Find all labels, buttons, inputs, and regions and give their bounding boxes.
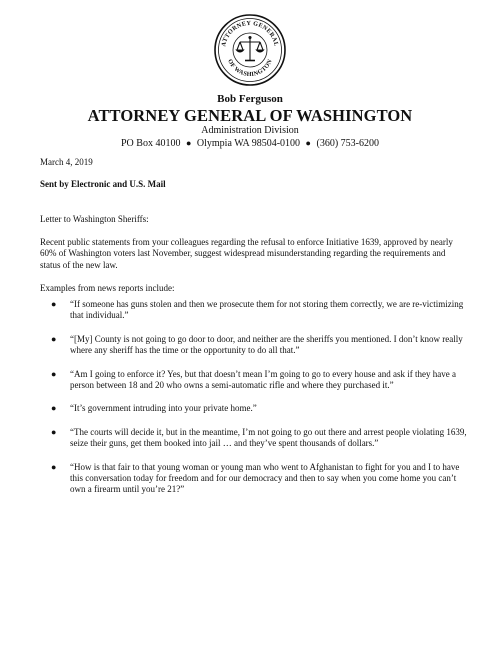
bullet-icon: ● <box>51 368 57 379</box>
office-address <box>0 137 500 150</box>
list-item <box>40 403 468 414</box>
bullet-icon: ● <box>51 426 57 437</box>
bullet-separator-icon: ● <box>185 138 192 148</box>
quote-text: “Am I going to enforce it? Yes, but that doesn’t mean I’m going to go to every house and ask if they have a person between 18 and 20 who owns a semi-automatic rifle and where they purchased it.” <box>70 368 456 391</box>
bullet-icon: ● <box>51 333 57 344</box>
letterhead <box>0 93 500 150</box>
quote-text: “The courts will decide it, but in the meantime, I’m not going to go out there and arrest people violating 1639, seize their guns, get them booked into jail … and they’ve spent thousands of dollars.” <box>70 426 467 449</box>
list-item <box>40 462 468 496</box>
list-item <box>40 427 468 450</box>
phone-number: (360) 753-6200 <box>316 138 379 149</box>
division-name: Administration Division <box>201 125 299 136</box>
bullet-icon: ● <box>51 461 57 472</box>
po-box: PO Box 40100 <box>121 138 181 149</box>
examples-intro: Examples from news reports include: <box>40 283 175 293</box>
scales-of-justice-icon <box>237 37 264 61</box>
seal-graphic <box>213 13 287 87</box>
list-item <box>40 334 468 357</box>
letter-date: March 4, 2019 <box>40 157 93 167</box>
bullet-separator-icon: ● <box>305 138 311 148</box>
quote-text: “[My] County is not going to go door to door, and neither are the sheriffs you mentioned. I don’t know really where any sheriff has the time or the opportunity to do all that.” <box>70 333 463 356</box>
city-zip: Olympia WA 98504-0100 <box>196 138 301 149</box>
attorney-general-name: Bob Ferguson <box>217 93 283 105</box>
salutation: Letter to Washington Sheriffs: <box>40 214 149 224</box>
list-item <box>40 369 468 392</box>
bullet-icon: ● <box>51 299 57 309</box>
delivery-method: Sent by Electronic and U.S. Mail <box>40 179 166 189</box>
quote-text: “It’s government intruding into your private home.” <box>70 403 257 414</box>
quote-list <box>40 299 468 508</box>
quote-text: “If someone has guns stolen and then we prosecute them for not storing them correctly, we are re-victimizing that individual.” <box>70 299 464 321</box>
office-title: ATTORNEY GENERAL OF WASHINGTON <box>87 106 413 125</box>
intro-paragraph: Recent public statements from your colleagues regarding the refusal to enforce Initiative 1639, approved by nearly 60% of Washington voters last November, suggest widespread misunderstanding regarding the requirements and status of the new law. <box>40 237 453 270</box>
bullet-icon: ● <box>51 403 57 414</box>
quote-text: “How is that fair to that young woman or young man who went to Afghanistan to fight for you and I to have this conversation today for freedom and for our democracy and then to say when you come home you can’t own a firearm until you’re 21?” <box>70 461 460 495</box>
seal-bottom-text: OF WASHINGTON <box>226 58 274 79</box>
seal-top-text: ATTORNEY GENERAL <box>220 19 280 48</box>
list-item <box>40 299 468 322</box>
attorney-general-seal <box>213 13 287 87</box>
